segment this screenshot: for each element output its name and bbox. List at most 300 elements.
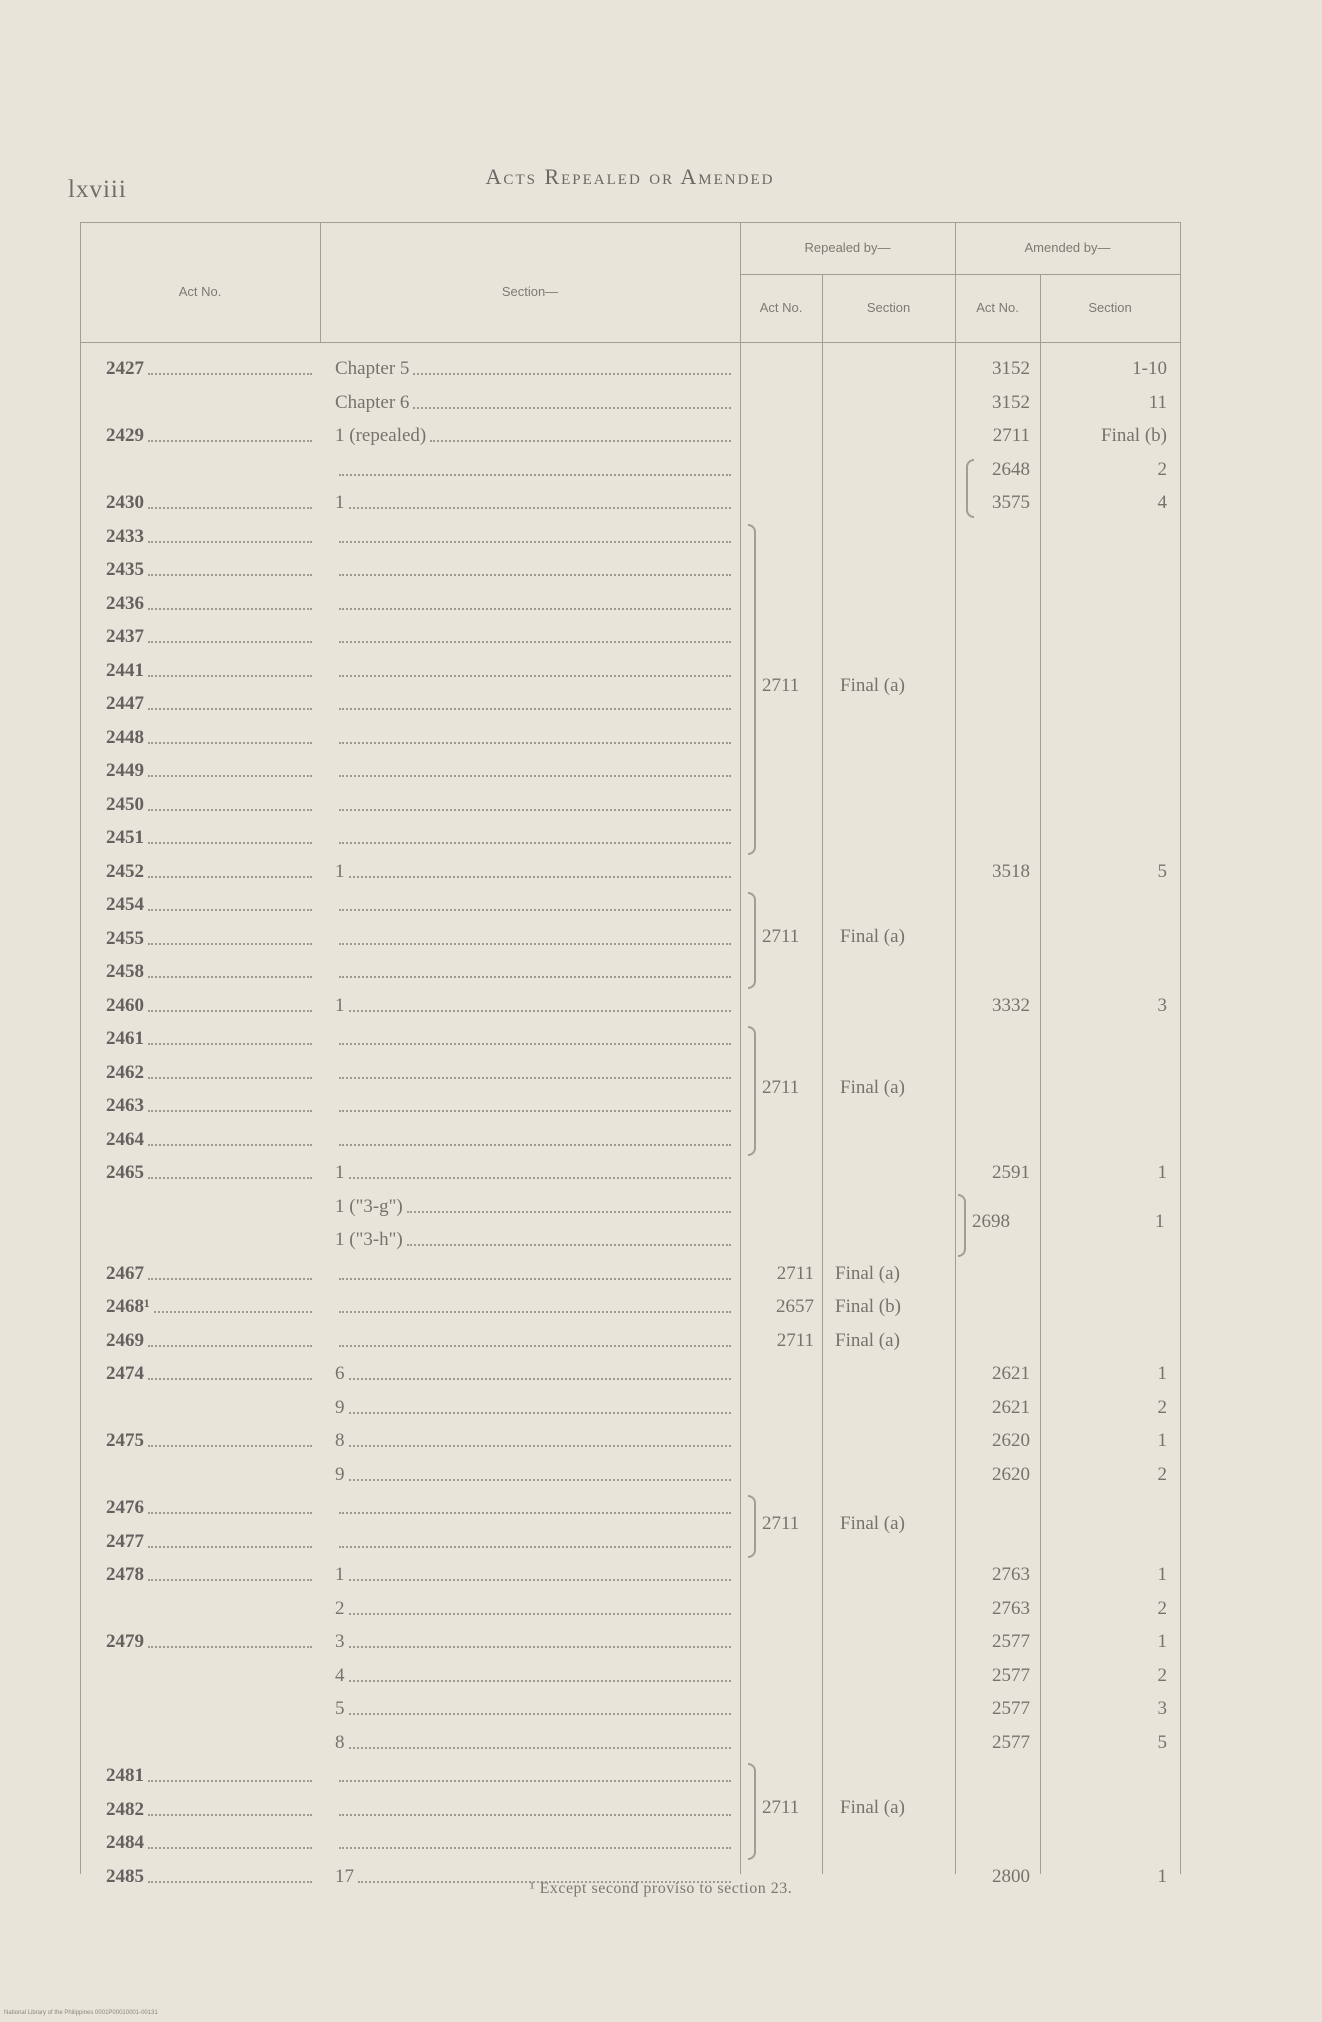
amended-section [1045,620,1167,653]
act-number [106,1123,316,1156]
section-cell [335,1391,735,1424]
section-cell [335,1726,735,1759]
amended-section [1045,1324,1167,1357]
act-number [106,1759,316,1792]
section-text: 8 [335,1731,345,1753]
section-text: Chapter 6 [335,391,410,413]
repeal-group-brace [748,1026,756,1156]
amended-act-no: 2621 [992,1363,1030,1384]
act-number [106,1324,316,1357]
table-row [80,1592,1180,1625]
amended-section [1045,1525,1167,1558]
act-number [106,654,316,687]
amended-act-no [960,888,1030,921]
act-number-text: 2478 [106,1564,144,1585]
act-number-text: 2463 [106,1095,144,1116]
table-row [80,1123,1180,1156]
section-cell [335,1759,735,1792]
act-number [106,955,316,988]
act-number-text: 2430 [106,492,144,513]
table-row [80,989,1180,1022]
page-number: lxviii [68,176,127,203]
act-number-text: 2435 [106,559,144,580]
amended-act-no: 2577 [992,1664,1030,1686]
table-row [80,888,1180,921]
section-text: 1 [335,492,345,513]
amended-section: 1 [1157,1865,1167,1887]
amended-act-no: 2577 [992,1698,1030,1719]
section-cell [335,1558,735,1591]
act-number [106,989,316,1022]
header-amended-act-no: Act No. [976,300,1019,315]
amended-act-no [960,955,1030,988]
amended-act-no [960,1759,1030,1792]
table-row [80,788,1180,821]
repealed-section: Final (b) [835,1296,901,1317]
act-number [106,1525,316,1558]
amended-act-no [960,620,1030,653]
amended-act-no [960,520,1030,553]
amended-section [1045,1826,1167,1859]
amended-section: 1 [1157,1631,1167,1652]
act-number-text: 2436 [106,592,144,614]
table-row [80,1190,1180,1223]
section-text: 6 [335,1363,345,1384]
amended-act-no: 2800 [992,1865,1030,1887]
act-number [106,486,316,519]
amended-act-no [960,1056,1030,1089]
table-row [80,453,1180,486]
amended-act-no: 2620 [992,1430,1030,1451]
amended-act-no: 2577 [992,1631,1030,1652]
table-row [80,754,1180,787]
act-number-text: 2441 [106,659,144,681]
footnote: ¹ Except second proviso to section 23. [529,1880,793,1897]
act-number-text: 2477 [106,1530,144,1552]
act-number-text: 2461 [106,1028,144,1049]
repeal-group-section: Final (a) [840,1797,905,1819]
amended-section [1045,1793,1167,1826]
section-cell [335,587,735,620]
amended-section [1045,553,1167,586]
section-text: Chapter 5 [335,358,410,379]
amended-section [1045,788,1167,821]
section-text: 3 [335,1631,345,1652]
amended-act-no: 2577 [992,1731,1030,1753]
section-text: 1 ("3-g") [335,1195,403,1217]
act-number-text: 2458 [106,961,144,982]
act-number-text: 2467 [106,1262,144,1284]
amended-act-no [960,1089,1030,1122]
act-number-text: 2462 [106,1061,144,1083]
amended-section: 3 [1157,1698,1167,1719]
section-cell [335,1357,735,1390]
section-cell [335,1089,735,1122]
section-text: 1 [335,994,345,1016]
act-number [106,922,316,955]
act-number-text: 2433 [106,525,144,547]
amended-section [1045,754,1167,787]
amended-section [1045,1491,1167,1524]
amended-act-no [960,553,1030,586]
amended-act-no: 3332 [992,994,1030,1016]
act-number-text: 2455 [106,927,144,949]
page-header [0,160,1322,203]
repeal-group-brace [748,1495,756,1558]
act-number [106,821,316,854]
act-number-text: 2454 [106,894,144,915]
amended-section: 4 [1157,492,1167,513]
section-cell [335,620,735,653]
amended-section: 1 [1157,1430,1167,1451]
amended-section: 1 [1157,1162,1167,1183]
repealed-section: Final (a) [835,1262,900,1284]
amended-act-no [960,1257,1030,1290]
amended-section [1045,922,1167,955]
amended-act-no: 2620 [992,1463,1030,1485]
amended-act-no [960,687,1030,720]
amended-section [1045,1089,1167,1122]
amended-act-no: 2621 [992,1396,1030,1418]
table-row [80,1089,1180,1122]
act-number [106,1391,316,1424]
section-text: 2 [335,1597,345,1619]
repealed-act-no: 2711 [776,1262,814,1284]
header-repealed-by: Repealed by— [804,240,891,255]
amended-section: 2 [1157,458,1167,480]
table-row [80,386,1180,419]
section-text: 1 [335,1564,345,1585]
section-cell [335,1826,735,1859]
repeal-group-brace [748,524,756,855]
amended-act-no [960,821,1030,854]
section-cell [335,1223,735,1256]
act-number [106,1558,316,1591]
amended-act-no: 2763 [992,1597,1030,1619]
section-cell [335,419,735,452]
table-row [80,687,1180,720]
table-row [80,1156,1180,1189]
amended-section [1045,721,1167,754]
act-number-text: 2460 [106,994,144,1016]
act-number-text: 2479 [106,1631,144,1652]
amended-section: 2 [1157,1597,1167,1619]
header-section: Section— [501,284,559,299]
act-number [106,620,316,653]
table-row [80,1357,1180,1390]
section-cell [335,1692,735,1725]
amended-act-no [960,587,1030,620]
section-cell [335,955,735,988]
amended-act-no [960,754,1030,787]
act-number [106,1659,316,1692]
section-cell [335,1056,735,1089]
act-number [106,1592,316,1625]
amended-section [1045,955,1167,988]
act-number [106,352,316,385]
page-title: Acts Repealed or Amended [485,164,775,189]
amended-section [1045,687,1167,720]
header-act-no: Act No. [178,284,222,299]
table-row [80,721,1180,754]
amended-section [1045,587,1167,620]
amended-act-no [960,1491,1030,1524]
section-text: 1 (repealed) [335,425,427,446]
header-amended-by: Amended by— [1024,240,1111,255]
act-number [106,1089,316,1122]
amend-pair-brace [966,459,974,518]
repeal-group-act-no: 2711 [762,926,800,948]
table-row [80,520,1180,553]
amended-section: 2 [1157,1664,1167,1686]
amended-act-no: 3575 [992,492,1030,513]
amended-act-no [960,922,1030,955]
amended-act-no [960,1324,1030,1357]
section-cell [335,553,735,586]
act-number [106,1223,316,1256]
table-row [80,1257,1180,1290]
amended-act-no [960,1826,1030,1859]
amended-section [1045,1123,1167,1156]
header-amended-section: Section [1088,300,1132,315]
act-number [106,1190,316,1223]
repealed-act-no: 2657 [776,1296,814,1317]
amend-group-brace [958,1194,966,1257]
act-number-text: 2485 [106,1865,144,1887]
amended-act-no [960,1123,1030,1156]
act-number-text: 2448 [106,726,144,748]
table-row [80,419,1180,452]
section-cell [335,754,735,787]
section-cell [335,1290,735,1323]
section-cell [335,1424,735,1457]
act-number-text: 2474 [106,1363,144,1384]
section-text: 1 [335,860,345,882]
act-number-text: 2429 [106,425,144,446]
amended-act-no: 2711 [992,425,1030,446]
amended-act-no [960,788,1030,821]
section-cell [335,788,735,821]
table-row [80,1759,1180,1792]
table-row [80,1391,1180,1424]
amended-section [1045,520,1167,553]
act-number-text: 2482 [106,1798,144,1820]
amended-act-no [960,654,1030,687]
section-cell [335,486,735,519]
table-row [80,1525,1180,1558]
act-number-text: 2447 [106,693,144,714]
amended-section: Final (b) [1101,425,1167,446]
act-number-text: 2476 [106,1497,144,1518]
section-text: 17 [335,1865,354,1887]
section-cell [335,1592,735,1625]
act-number [106,1826,316,1859]
section-cell [335,821,735,854]
table-row [80,1424,1180,1457]
amend-group-section: 1 [1155,1211,1165,1232]
amended-section [1045,1290,1167,1323]
section-cell [335,989,735,1022]
section-cell [335,1525,735,1558]
section-text: 4 [335,1664,345,1686]
amended-act-no: 3152 [992,391,1030,413]
table-row [80,1625,1180,1658]
act-number-text: 2484 [106,1832,144,1853]
act-number-text: 2450 [106,793,144,815]
act-number [106,721,316,754]
act-number-text: 2437 [106,626,144,647]
table-row [80,1826,1180,1859]
table-row [80,1659,1180,1692]
act-number [106,1290,316,1323]
repeal-group-act-no: 2711 [762,1077,800,1098]
repealed-act-no: 2711 [776,1329,814,1351]
section-cell [335,1156,735,1189]
act-number-text: 2452 [106,860,144,882]
table-row [80,654,1180,687]
section-cell [335,1324,735,1357]
section-text: 1 ("3-h") [335,1229,403,1250]
section-cell [335,1659,735,1692]
act-number-text: 2449 [106,760,144,781]
microfilm-credit: National Library of the Philippines 0001P00010001-00131 [4,2010,158,2016]
repeal-group-act-no: 2711 [762,1512,800,1534]
section-cell [335,922,735,955]
section-cell [335,1257,735,1290]
table-row [80,855,1180,888]
table-row [80,1458,1180,1491]
act-number [106,1022,316,1055]
table-row [80,587,1180,620]
act-number [106,1458,316,1491]
act-number-text: 2481 [106,1765,144,1786]
table-row [80,1223,1180,1256]
table-row [80,553,1180,586]
amended-section: 2 [1157,1396,1167,1418]
amended-section [1045,1022,1167,1055]
act-number [106,888,316,921]
act-number [106,855,316,888]
table-row [80,1726,1180,1759]
amended-section [1045,888,1167,921]
repeal-group-act-no: 2711 [762,1797,800,1819]
act-number-text: 2427 [106,358,144,379]
act-number [106,1625,316,1658]
act-number-text: 2475 [106,1430,144,1451]
section-cell [335,1625,735,1658]
amended-act-no: 2648 [992,458,1030,480]
act-number [106,1424,316,1457]
table-row [80,352,1180,385]
amended-section: 2 [1157,1463,1167,1485]
act-number [106,687,316,720]
act-number [106,386,316,419]
repeal-group-section: Final (a) [840,675,905,696]
act-number [106,754,316,787]
act-number [106,1257,316,1290]
amended-act-no [960,1525,1030,1558]
table-row [80,1324,1180,1357]
act-number-text: 2451 [106,827,144,848]
amended-section [1045,1056,1167,1089]
table-row [80,1056,1180,1089]
section-text: 5 [335,1698,345,1719]
repeal-group-brace [748,1763,756,1860]
act-number [106,1156,316,1189]
table-row [80,1692,1180,1725]
amended-act-no: 3152 [992,358,1030,379]
amended-section: 5 [1157,860,1167,882]
section-cell [335,654,735,687]
amended-act-no [960,1793,1030,1826]
amended-section: 1 [1157,1564,1167,1585]
table-row [80,1558,1180,1591]
act-number [106,1726,316,1759]
repeal-group-act-no: 2711 [762,675,800,696]
section-cell [335,1190,735,1223]
amended-section [1045,1257,1167,1290]
act-number-text: 2469 [106,1329,144,1351]
act-number-text: 2465 [106,1162,144,1183]
section-cell [335,888,735,921]
section-cell [335,721,735,754]
table-row [80,1793,1180,1826]
amended-act-no: 2763 [992,1564,1030,1585]
act-number [106,788,316,821]
section-text: 8 [335,1430,345,1451]
amended-section [1045,654,1167,687]
table-row [80,1022,1180,1055]
amended-section [1045,1190,1167,1223]
act-number [106,1056,316,1089]
amended-section: 1 [1157,1363,1167,1384]
section-cell [335,386,735,419]
amended-section [1045,1223,1167,1256]
repeal-group-section: Final (a) [840,926,905,948]
table-row [80,1290,1180,1323]
section-cell [335,855,735,888]
table-row [80,955,1180,988]
acts-table [80,222,1180,1887]
repealed-section: Final (a) [835,1329,900,1351]
act-number [106,453,316,486]
amended-act-no [960,1022,1030,1055]
section-cell [335,453,735,486]
table-row [80,1491,1180,1524]
amended-act-no: 3518 [992,860,1030,882]
amended-act-no [960,721,1030,754]
section-cell [335,1022,735,1055]
act-number [106,1357,316,1390]
amend-group-act-no: 2698 [972,1211,1010,1232]
section-cell [335,1123,735,1156]
act-number [106,553,316,586]
amended-section: 1-10 [1132,358,1167,379]
act-number-text: 2468¹ [106,1296,150,1317]
section-text: 9 [335,1463,345,1485]
amended-section: 11 [1148,391,1167,413]
act-number-text: 2464 [106,1128,144,1150]
section-cell [335,1793,735,1826]
section-cell [335,1458,735,1491]
section-cell [335,687,735,720]
act-number [106,419,316,452]
table-row [80,922,1180,955]
amended-act-no: 2591 [992,1162,1030,1183]
header-repealed-section: Section [866,300,911,315]
act-number [106,1491,316,1524]
section-text: 9 [335,1396,345,1418]
